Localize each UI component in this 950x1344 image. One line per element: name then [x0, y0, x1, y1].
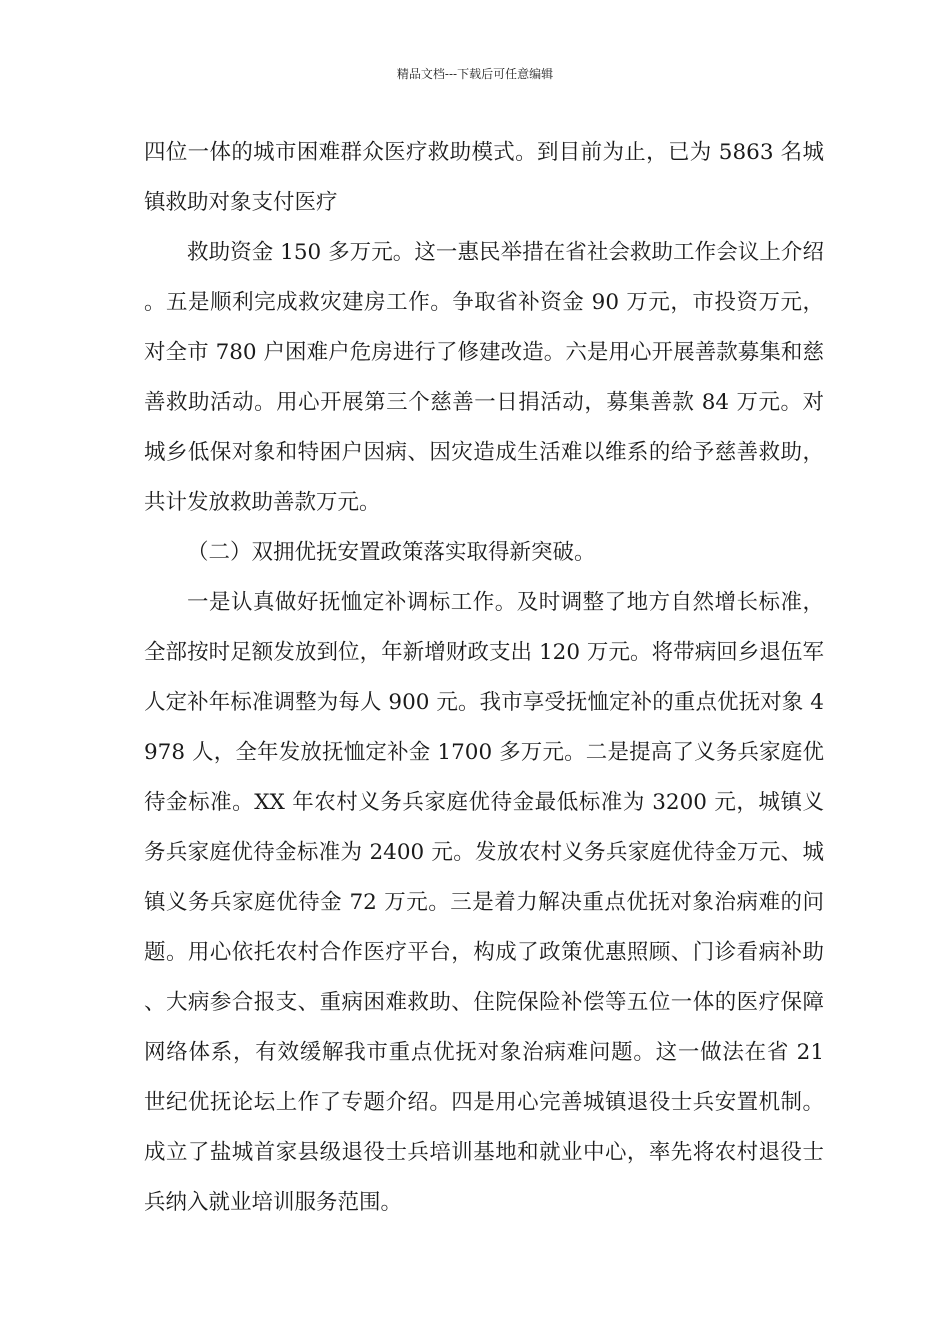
page-header: 精品文档---下载后可任意编辑 — [396, 67, 554, 81]
paragraph-relief-funds: 救助资金 150 多万元。这一惠民举措在省社会救助工作会议上介绍。五是顺利完成救灾建房工作。争取省补资金 90 万元，市投资万元，对全市 780 户困难户危房进行了修建改造。六是用心开展善款募集和慈善救助活动。用心开展第三个慈善一日捐活动，募集善款 84 万元。对城乡低保对象和特困户因病、因灾造成生活难以维系的给予慈善救助，共计发放救助善款万元。 — [144, 240, 824, 515]
section-heading: （二）双拥优抚安置政策落实取得新突破。 — [187, 540, 596, 565]
paragraph-continuation: 四位一体的城市困难群众医疗救助模式。到目前为止，已为 5863 名城镇救助对象支付医疗 — [144, 140, 824, 215]
paragraph-pension-standards: 一是认真做好抚恤定补调标工作。及时调整了地方自然增长标准，全部按时足额发放到位，年新增财政支出 120 万元。将带病回乡退伍军人定补年标准调整为每人 900 元。我市享受抚恤定补的重点优抚对象 4978 人，全年发放抚恤定补金 1700 多万元。二是提高了义务兵家庭优待金标准。XX 年农村义务兵家庭优待金最低标准为 3200 元，城镇义务兵家庭优待金标准为 2400 元。发放农村义务兵家庭优待金万元、城镇义务兵家庭优待金 72 万元。三是着力解决重点优抚对象治病难的问题。用心依托农村合作医疗平台，构成了政策优惠照顾、门诊看病补助、大病参合报支、重病困难救助、住院保险补偿等五位一体的医疗保障网络体系，有效缓解我市重点优抚对象治病难问题。这一做法在省 21 世纪优抚论坛上作了专题介绍。四是用心完善城镇退役士兵安置机制。成立了盐城首家县级退役士兵培训基地和就业中心，率先将农村退役士兵纳入就业培训服务范围。 — [144, 590, 824, 1215]
document-body — [144, 128, 824, 1228]
